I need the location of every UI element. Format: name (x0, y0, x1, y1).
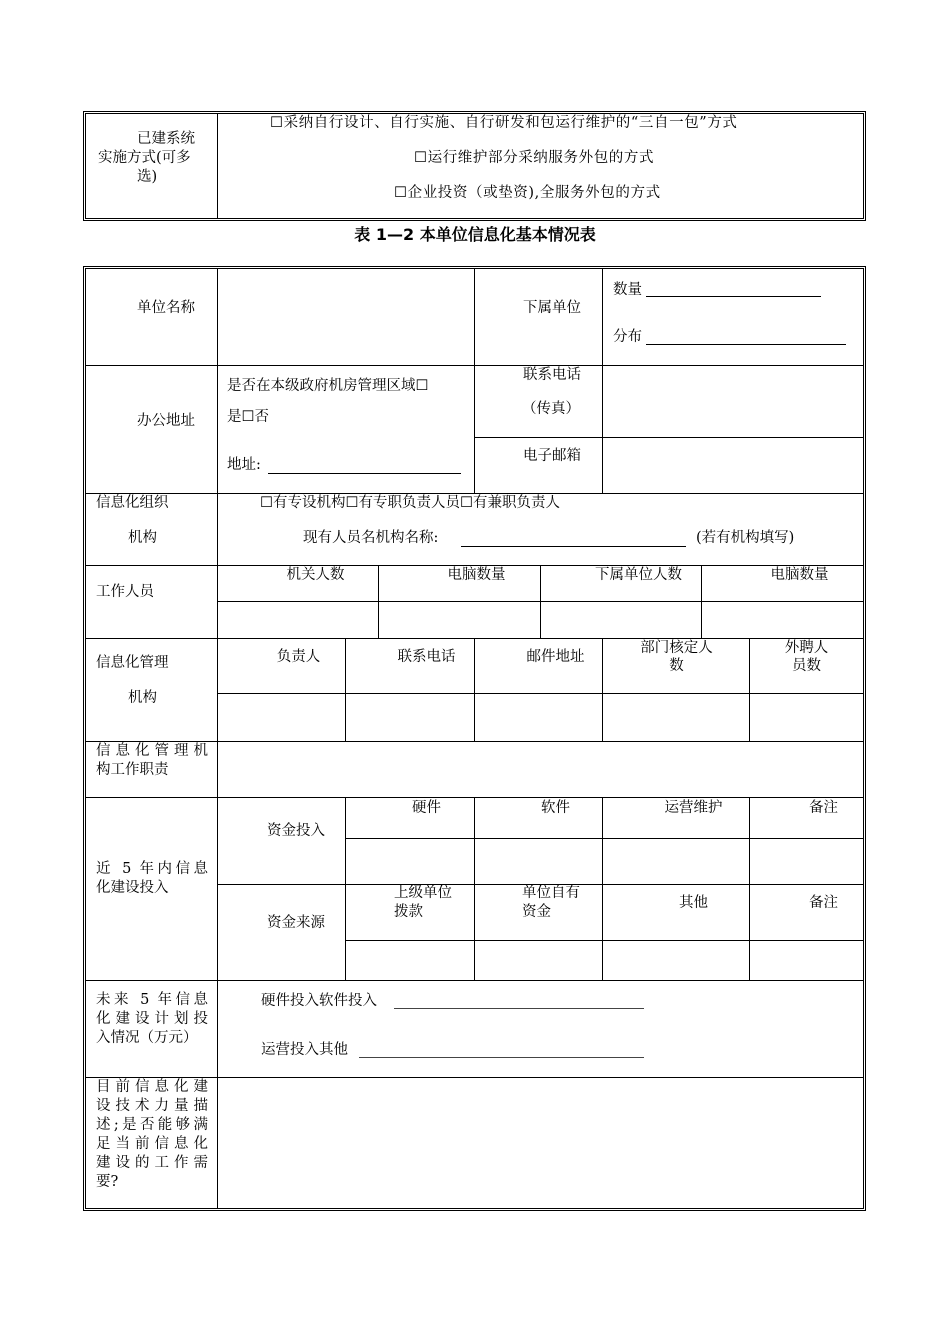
divider (217, 268, 218, 1209)
org-label: 信息化组织 (96, 495, 169, 511)
staff-cell[interactable] (380, 603, 538, 637)
plan-label: 入情况（万元） (96, 1030, 198, 1046)
fund-header: 备注 (809, 800, 838, 816)
source-header: 资金 (522, 904, 551, 920)
divider (345, 838, 863, 839)
sub-dist-input[interactable] (646, 344, 846, 345)
address-input[interactable] (268, 473, 461, 474)
option-full-outsource[interactable]: ☐企业投资（或垫资),全服务外包的方式 (394, 185, 661, 201)
duty-label: 信息化管理机 (96, 743, 208, 759)
staff-header: 电脑数量 (447, 567, 506, 583)
tech-label: 要? (96, 1174, 119, 1190)
tech-label: 建设的工作需 (96, 1155, 208, 1171)
staff-cell[interactable] (542, 603, 700, 637)
divider (474, 437, 863, 438)
staff-header: 机关人数 (286, 567, 345, 583)
staff-label: 工作人员 (96, 584, 154, 600)
org-note: (若有机构填写) (696, 530, 795, 546)
divider (86, 980, 863, 981)
invest-label: 化建设投入 (96, 880, 169, 896)
mgmt-header: 邮件地址 (526, 649, 585, 665)
implementation-label: 实施方式(可多 (98, 150, 191, 166)
mgmt-header: 联系电话 (397, 649, 456, 665)
plan-hardware-software: 硬件投入软件投入 (261, 993, 377, 1009)
divider (749, 797, 750, 980)
source-header: 备注 (809, 895, 838, 911)
page-title: 表 1—2 本单位信息化基本情况表 (354, 225, 596, 244)
staff-header: 电脑数量 (770, 567, 829, 583)
fund-header: 软件 (541, 800, 570, 816)
divider (345, 940, 863, 941)
mgmt-label: 信息化管理 (96, 655, 169, 671)
divider (602, 797, 603, 980)
mgmt-label: 机构 (128, 690, 157, 706)
tech-input[interactable] (219, 1079, 861, 1207)
sub-dist-label: 分布 (613, 329, 642, 345)
org-label: 机构 (128, 530, 157, 546)
divider (345, 797, 346, 980)
address-label: 地址: (227, 457, 261, 473)
source-header: 拨款 (394, 904, 423, 920)
option-self-build[interactable]: ☐采纳自行设计、自行实施、自行研发和包运行维护的“三自一包”方式 (270, 115, 738, 131)
implementation-label: 选) (137, 169, 158, 185)
invest-label: 近 5 年内信息 (96, 861, 208, 877)
org-options[interactable]: ☐有专设机构☐有专职负责人员☐有兼职负责人 (260, 495, 560, 511)
mgmt-header: 负责人 (276, 649, 321, 665)
tech-label: 设技术力量描 (96, 1098, 208, 1114)
tech-label: 述;是否能够满 (96, 1117, 208, 1133)
source-header: 上级单位 (394, 885, 452, 901)
fund-label: 资金投入 (267, 823, 325, 839)
org-name-input[interactable] (461, 546, 686, 547)
divider (602, 268, 603, 493)
email-label: 电子邮箱 (523, 448, 581, 464)
unit-name-input[interactable] (219, 270, 472, 363)
plan-label: 未来 5 年信息 (96, 992, 208, 1008)
divider (217, 693, 863, 694)
divider (217, 113, 218, 219)
fax-label: （传真） (522, 401, 580, 417)
mgmt-header: 数 (669, 658, 684, 674)
govt-room-question[interactable]: 是否在本级政府机房管理区域☐ (227, 378, 429, 394)
sub-count-label: 数量 (613, 282, 642, 298)
duty-input[interactable] (219, 743, 861, 795)
mgmt-header: 外聘人 (784, 640, 829, 656)
source-header: 其他 (679, 895, 708, 911)
source-header: 单位自有 (522, 885, 580, 901)
plan-label: 化建设计划投 (96, 1011, 208, 1027)
source-label: 资金来源 (267, 915, 325, 931)
mgmt-header: 员数 (792, 658, 821, 674)
org-name-label: 现有人员名机构名称: (303, 530, 439, 546)
office-label: 办公地址 (137, 413, 195, 429)
phone-label: 联系电话 (523, 367, 581, 383)
mgmt-header: 部门核定人 (640, 640, 713, 656)
fund-header: 运营维护 (664, 800, 723, 816)
sub-unit-label: 下属单位 (523, 300, 581, 316)
option-partial-outsource[interactable]: ☐运行维护部分采纳服务外包的方式 (414, 150, 655, 166)
fund-header: 硬件 (412, 800, 441, 816)
duty-label: 构工作职责 (96, 762, 169, 778)
divider (474, 268, 475, 493)
implementation-label: 已建系统 (137, 131, 195, 147)
plan-hardware-input[interactable] (394, 1008, 644, 1009)
tech-label: 足当前信息化 (96, 1136, 208, 1152)
govt-room-options[interactable]: 是☐否 (227, 409, 269, 425)
plan-ops-input[interactable] (359, 1057, 644, 1058)
tech-label: 目前信息化建 (96, 1079, 208, 1095)
staff-header: 下属单位人数 (595, 567, 682, 583)
divider (474, 797, 475, 980)
sub-count-input[interactable] (646, 296, 821, 297)
staff-cell[interactable] (703, 603, 861, 637)
staff-cell[interactable] (219, 603, 377, 637)
plan-ops-other: 运营投入其他 (261, 1042, 348, 1058)
unit-name-label: 单位名称 (137, 300, 195, 316)
